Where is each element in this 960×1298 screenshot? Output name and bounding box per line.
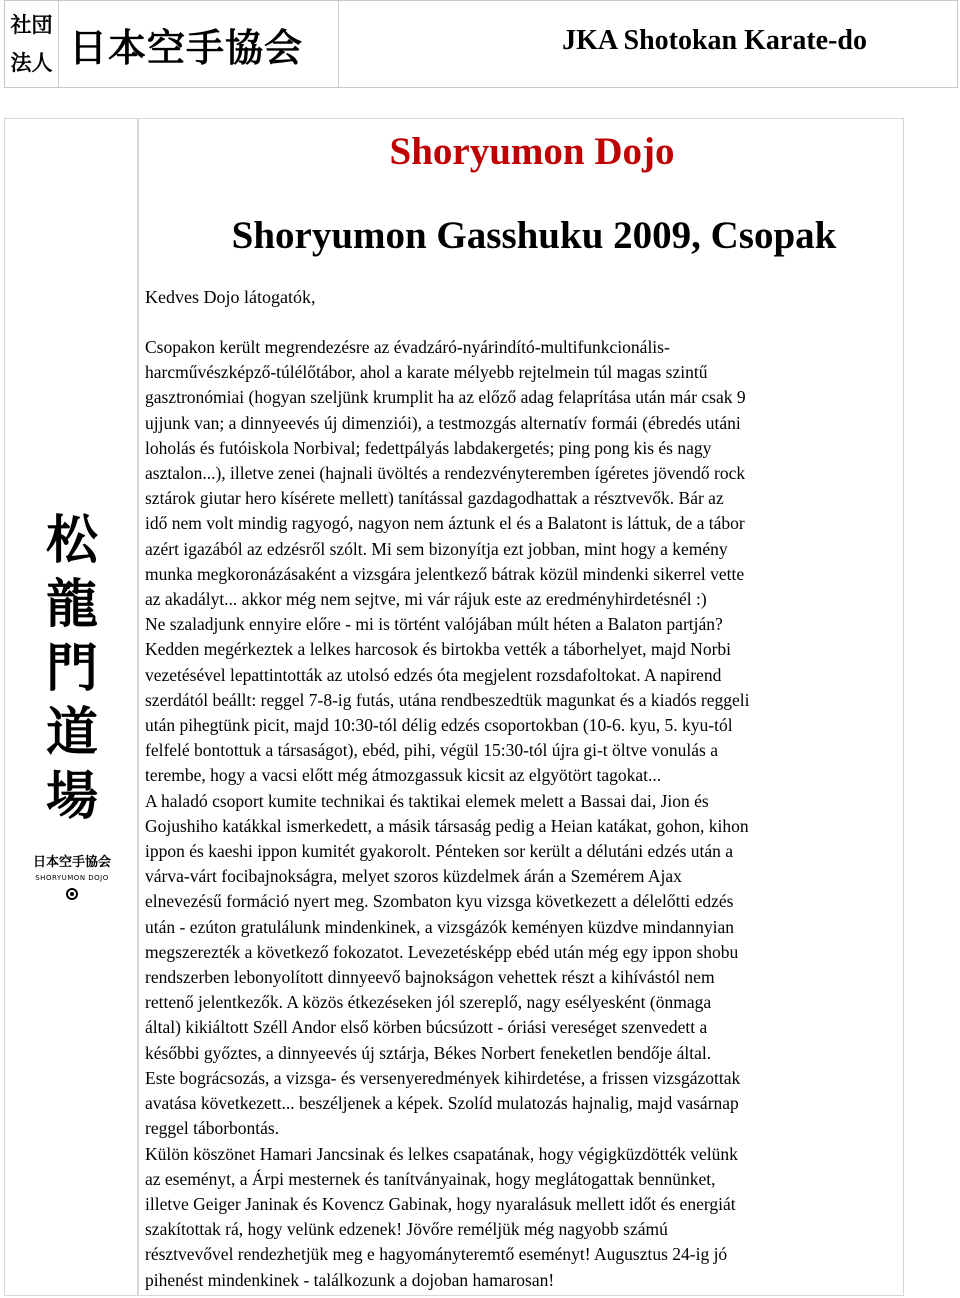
article-line: avatása következett... beszéljenek a képek. Szolíd mulatozás hajnalig, majd vasárnap [145,1093,739,1114]
shoryumon-dojo-logo [5,509,139,900]
article-line: harcművészképző-túlélőtábor, ahol a karate mélyebb rejtelmein túl magas szintű [145,362,708,383]
left-sidebar [4,118,138,1296]
article-line: rettenő jelentkezők. A közös étkezéseken jól szereplő, nagy esélyesként (önmaga [145,992,712,1013]
org-type-line-1: 社団 [10,13,53,37]
site-title: JKA Shotokan Karate-do [562,25,867,56]
article-line: loholás és futóiskola Norbival; fedettpályás labdakergetés; ping pong kis és nagy [145,437,712,458]
article-line: felfelé bontottuk a társaságot), ebéd, pihi, végül 15:30-tól újra gi-t öltve vonulás a [145,740,718,761]
article-line: reggel táborbontás. [145,1118,280,1139]
org-type-line-2: 法人 [10,51,53,75]
article-line: ippon és kaeshi ippon kumitét gyakorolt. Pénteken sor került a délutáni edzés után a [145,841,734,862]
article-line: Gojushiho katákkal ismerkedett, a másik társaság pedig a Heian katákat, gohon, kihon [145,815,749,836]
mini-org-name: 日本空手協会 [32,855,111,870]
circle-emblem-icon [66,888,78,900]
kanji-ryu: 龍 [45,575,98,635]
kanji-do: 道 [45,703,98,763]
main-content [138,118,904,1296]
article-line: Ne szaladjunk ennyire előre - mi is történt valójában múlt héten a Balaton partján? [145,614,723,635]
article-line: illetve Geiger Janinak és Kovencz Gabinak, hogy nyaralásuk mellett időt és energiát [145,1193,736,1214]
dojo-title: Shoryumon Dojo [389,130,675,173]
article-line: az akadályt... akkor még nem sejtve, mi vár rájuk este az eredményhirdetésnél :) [145,589,707,610]
article-line: sztárok giutar hero kísérete mellett) tanítással gazdagodhattak a résztvevők. Bár az [145,488,724,509]
article-line: ujjunk van; a dinnyeevés új dimenziói), a testmozgás alternatív formái (ébredés utáni [145,412,741,433]
article-line: vezetésével lepattintották az utolsó edzés óta megjelent rozsdafoltokat. A napirend [145,664,722,685]
article-line: idő nem volt mindig ragyogó, nagyon nem áztunk el és a Balatont is láttuk, de a tábor [145,513,745,534]
article-line: pihenést mindenkinek - találkozunk a dojoban hamarosan! [145,1269,555,1290]
jka-logo-text: 日本空手協会 [69,25,304,70]
article-line: várva-várt focibajnokságra, melyet szoros küzdelmek árán a Szemérem Ajax [145,866,682,887]
article-line: elnevezésű formáció nyert meg. Szombaton kyu vizsga következett a délelőtti edzés [145,891,734,912]
article-line: által) kikiáltott Széll Andor első körben búcsúzott - óriási vereséget szenvedett a [145,1017,708,1038]
article-line: résztvevővel rendezhetjük meg e hagyományteremtő eseményt! Augusztus 24-ig jó [145,1244,728,1265]
mini-dojo-name: SHORYUMON DOJO [35,874,109,882]
article-line: gasztronómiai (hogyan szeljünk krumplit ha az előző adag felaprítása után már csak 9 [145,387,746,408]
greeting: Kedves Dojo látogatók, [145,287,316,307]
article-line: azért igazából az edzésről szólt. Mi sem bizonyítja ezt jobban, mint hogy a kemény [145,538,728,559]
article-line: szakítottak rá, hogy velünk edzenek! Jövőre reméljük még nagyobb számú [145,1219,668,1240]
article-line: terembe, hogy a vacsi előtt még átmozgassuk kicsit az elgyötört tagokat... [145,765,662,786]
article-line: munka megkoronázásaként a vizsgára jelentkező bátrak közül mindenki sikerrel vette [145,563,745,584]
article-line: asztalon...), illetve zenei (hajnali üvöltés a rendezvényteremben ígéretes jövendő rock [145,463,746,484]
article-line: A haladó csoport kumite technikai és taktikai elemek melett a Bassai dai, Jion és [145,790,709,811]
article-line: szerdától beállt: reggel 7-8-ig futás, utána rendbeszedtük magunkat és a kiadós reggeli [145,689,750,710]
article-line: után pihegtünk picit, majd 10:30-tól délig edzés csoportokban (10-6. kyu, 5. kyu-tól [145,715,733,736]
kanji-jo: 場 [45,767,98,827]
article-line: Csopakon került megrendezésre az évadzáró-nyárindító-multifunkcionális- [145,337,670,357]
article-line: az eseményt, a Árpi mesternek és tanítványainak, hogy meglátogattak bennünket, [145,1168,716,1189]
article-line: Kedden megérkeztek a lelkes harcosok és birtokba vették a táborhelyet, majd Norbi [145,639,732,660]
jka-logo[interactable] [59,1,339,87]
event-title: Shoryumon Gasshuku 2009, Csopak [231,214,837,257]
article-body [145,335,903,1293]
article-line: rendszerben lebonyolított dinnyeevő bajnokságon vehettek részt a kihívástól nem [145,967,715,988]
article-line: Külön köszönet Hamari Jancsinak és lelkes csapatának, hogy végigküzdötték velünk [145,1143,738,1164]
article-line: Este bográcsozás, a vizsga- és versenyeredmények kihirdetése, a frissen vizsgázottak [145,1067,741,1088]
site-header [4,0,958,88]
kanji-sho: 松 [45,511,98,571]
article-line: után - ezúton gratulálunk mindenkinek, a vizsgázók keményen küzdve mindannyian [145,916,734,937]
article-line: későbbi győztes, a dinnyeevés új sztárja, Békes Norbert feneketlen bendője által. [145,1042,712,1063]
article-line: megszerezték a következő fokozatot. Levezetésképp ebéd után még egy ippon shobu [145,941,739,962]
kanji-mon: 門 [45,639,98,699]
org-type-logo [5,1,59,87]
